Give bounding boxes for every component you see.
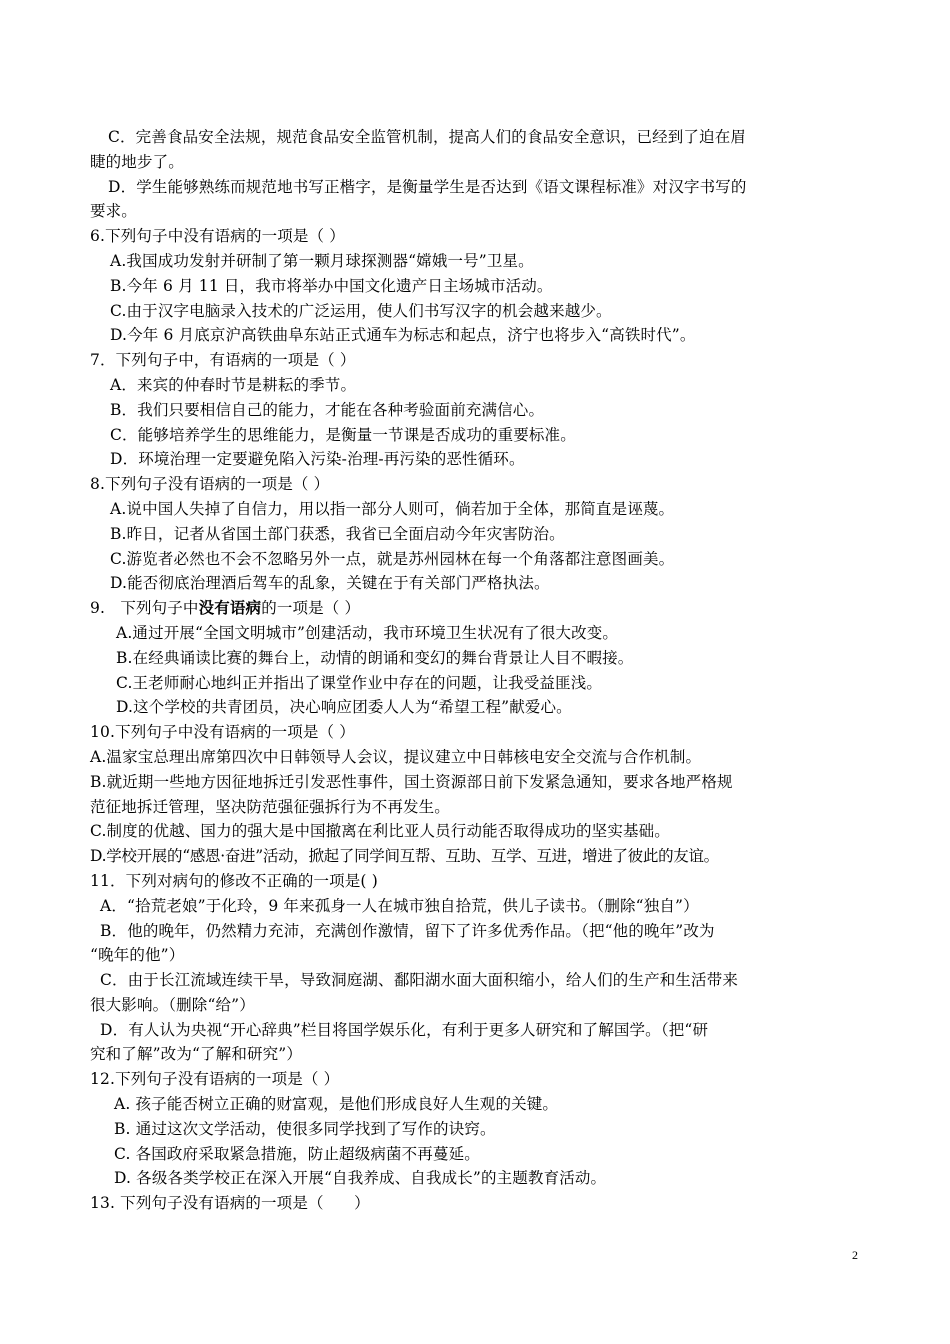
question-7 — [90, 348, 865, 472]
option-d: D．环境治理一定要避免陷入污染-治理-再污染的恶性循环。 — [110, 450, 525, 469]
option-c: C．完善食品安全法规，规范食品安全监管机制，提高人们的食品安全意识，已经到了迫在眉 — [108, 128, 747, 146]
option-b: B.昨日，记者从省国土部门获悉，我省已全面启动今年灾害防治。 — [110, 524, 565, 543]
question-stem: 6.下列句子中没有语病的一项是（ ） — [90, 227, 345, 246]
option-a: A.温家宝总理出席第四次中日韩领导人会议，提议建立中日韩核电安全交流与合作机制。 — [90, 747, 702, 766]
option-a: A.我国成功发射并研制了第一颗月球探测器“嫦娥一号”卫星。 — [110, 251, 534, 270]
option-b-continued: 范征地拆迁管理，坚决防范强征强拆行为不再发生。 — [90, 797, 450, 816]
option-b-continued: “晚年的他”） — [90, 946, 185, 965]
option-b: B.今年 6 月 11 日，我市将举办中国文化遗产日主场城市活动。 — [110, 276, 553, 295]
page-number: 2 — [852, 1248, 858, 1262]
question-12 — [90, 1067, 865, 1191]
option-c: C.制度的优越、国力的强大是中国撤离在利比亚人员行动能否取得成功的坚实基础。 — [90, 822, 670, 841]
option-a: A．来宾的仲春时节是耕耘的季节。 — [110, 375, 357, 394]
option-d: D.能否彻底治理酒后驾车的乱象，关键在于有关部门严格执法。 — [110, 574, 550, 593]
option-c-continued: 睫的地步了。 — [90, 152, 184, 171]
stem-prefix: 9. 下列句子中 — [90, 599, 199, 618]
question-stem: 11．下列对病句的修改不正确的一项是( ) — [90, 871, 378, 890]
option-a: A.通过开展“全国文明城市”创建活动，我市环境卫生状况有了很大改变。 — [116, 623, 619, 642]
option-b: B．他的晚年，仍然精力充沛，充满创作激情，留下了许多优秀作品。（把“他的晚年”改为 — [100, 921, 715, 940]
question-11 — [90, 869, 865, 1067]
option-d: D. 各级各类学校正在深入开展“自我养成、自我成长”的主题教育活动。 — [114, 1169, 607, 1188]
option-c: C. 各国政府采取紧急措施，防止超级病菌不再蔓延。 — [114, 1144, 480, 1163]
question-stem — [90, 596, 865, 621]
option-c: C.游览者必然也不会不忽略另外一点，就是苏州园林在每一个角落都注意图画美。 — [110, 549, 675, 568]
question-5-tail — [90, 125, 865, 224]
option-d: D．学生能够熟练而规范地书写正楷字，是衡量学生是否达到《语文课程标准》对汉字书写的 — [108, 177, 747, 196]
option-c-continued: 很大影响。（删除“给”） — [90, 995, 255, 1014]
question-stem: 7．下列句子中，有语病的一项是（ ） — [90, 351, 356, 370]
document-body — [90, 125, 865, 1216]
question-stem: 8.下列句子没有语病的一项是（ ） — [90, 475, 330, 494]
option-c: C．能够培养学生的思维能力，是衡量一节课是否成功的重要标准。 — [110, 425, 576, 444]
option-b: B. 通过这次文学活动，使很多同学找到了写作的诀窍。 — [114, 1119, 496, 1138]
option-d: D.今年 6 月底京沪高铁曲阜东站正式通车为标志和起点，济宁也将步入“高铁时代”。 — [110, 326, 696, 345]
question-10 — [90, 720, 865, 869]
option-d-continued: 要求。 — [90, 202, 137, 221]
question-9 — [90, 596, 865, 720]
option-a: A．“拾荒老娘”于化玲，9 年来孤身一人在城市独自拾荒，供儿子读书。（删除“独自”） — [100, 896, 699, 915]
option-a: A. 孩子能否树立正确的财富观，是他们形成良好人生观的关键。 — [114, 1095, 559, 1114]
question-stem: 13. 下列句子没有语病的一项是（ ） — [90, 1194, 370, 1213]
option-d-continued: 究和了解”改为“了解和研究”） — [90, 1045, 303, 1064]
stem-emphasis: 没有语病 — [198, 598, 262, 618]
question-13 — [90, 1191, 865, 1216]
stem-suffix: 的一项是（ ） — [261, 599, 361, 618]
option-c: C.王老师耐心地纠正并指出了课堂作业中存在的问题，让我受益匪浅。 — [116, 673, 603, 692]
option-d: D.这个学校的共青团员，决心响应团委人人为“希望工程”献爱心。 — [116, 698, 572, 717]
option-c: C.由于汉字电脑录入技术的广泛运用，使人们书写汉字的机会越来越少。 — [110, 301, 612, 320]
option-b: B．我们只要相信自己的能力，才能在各种考验面前充满信心。 — [110, 400, 545, 419]
option-d: D.学校开展的“感恩·奋进”活动，掀起了同学间互帮、互助、互学、互进，增进了彼此的友谊。 — [90, 847, 719, 866]
option-b: B.在经典诵读比赛的舞台上，动情的朗诵和变幻的舞台背景让人目不暇接。 — [116, 648, 634, 667]
option-c: C．由于长江流域连续干旱，导致洞庭湖、鄱阳湖水面大面积缩小，给人们的生产和生活带来 — [100, 971, 739, 990]
option-d: D．有人认为央视“开心辞典”栏目将国学娱乐化，有利于更多人研究和了解国学。（把“研 — [100, 1020, 709, 1039]
question-stem: 10.下列句子中没有语病的一项是（ ） — [90, 723, 355, 742]
question-8 — [90, 472, 865, 596]
option-a: A.说中国人失掉了自信力，用以指一部分人则可，倘若加于全体，那简直是诬蔑。 — [110, 499, 675, 518]
option-b: B.就近期一些地方因征地拆迁引发恶性事件，国土资源部日前下发紧急通知，要求各地严格规 — [90, 772, 733, 791]
question-6 — [90, 224, 865, 348]
question-stem: 12.下列句子没有语病的一项是（ ） — [90, 1070, 340, 1089]
